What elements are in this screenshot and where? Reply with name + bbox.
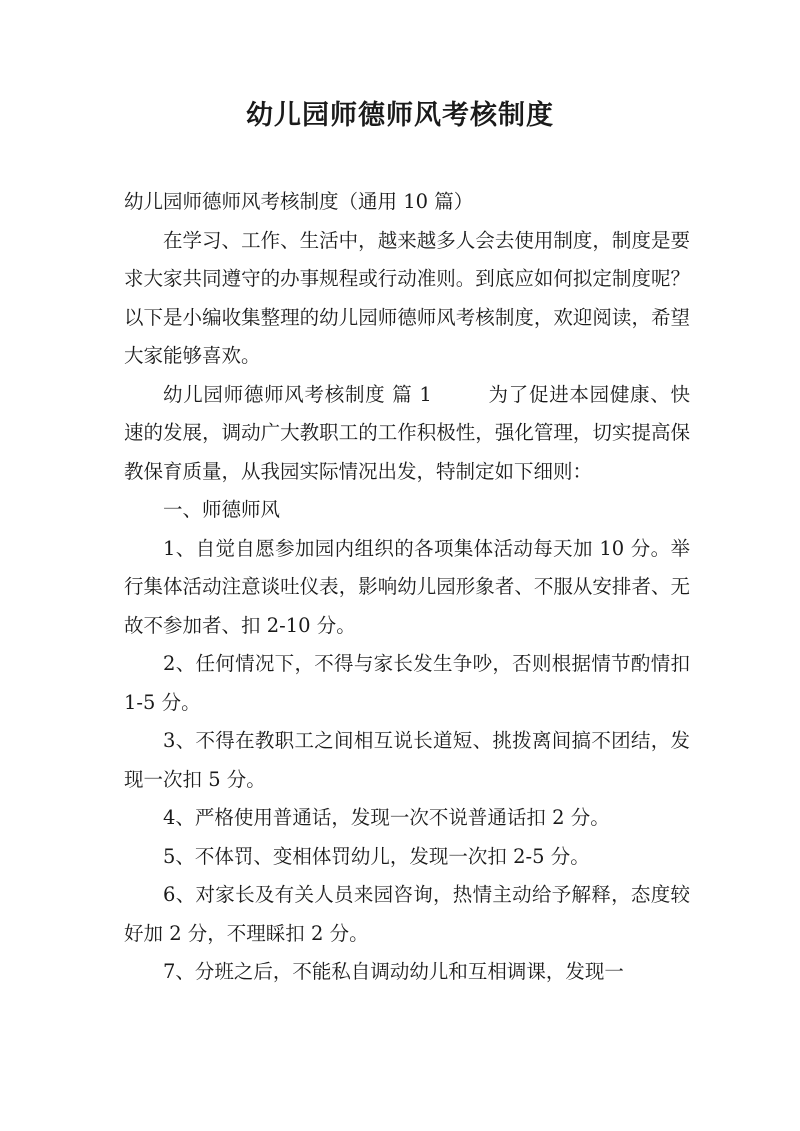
- article-heading: 幼儿园师德师风考核制度 篇 1: [163, 382, 432, 406]
- rule-item-5: 5、不体罚、变相体罚幼儿，发现一次扣 2-5 分。: [163, 844, 590, 868]
- intro-paragraph: 在学习、工作、生活中，越来越多人会去使用制度，制度是要求大家共同遵守的办事规程或行动准则。到底应如何拟定制度呢？以下是小编收集整理的幼儿园师德师风考核制度，欢迎阅读，希望大家能够喜欢。: [124, 228, 690, 367]
- rule-item-4: 4、严格使用普通话，发现一次不说普通话扣 2 分。: [163, 806, 610, 829]
- rule-item-1: 1、自觉自愿参加园内组织的各项集体活动每天加 10 分。举行集体活动注意谈吐仪表，影响幼儿园形象者、不服从安排者、无故不参加者、扣 2-10 分。: [124, 536, 690, 637]
- document-subtitle: 幼儿园师德师风考核制度（通用 10 篇）: [124, 190, 474, 213]
- rule-item-7: 7、分班之后，不能私自调动幼儿和互相调课，发现一: [163, 960, 624, 983]
- section-heading: 一、师德师风: [163, 498, 281, 521]
- rule-item-6: 6、对家长及有关人员来园咨询，热情主动给予解释，态度较好加 2 分，不理睬扣 2 分。: [124, 883, 690, 945]
- rule-item-3: 3、不得在教职工之间相互说长道短、挑拨离间搞不团结，发现一次扣 5 分。: [124, 729, 690, 791]
- article-lead: 为了促进本园健康、快速的发展，调动广大教职工的工作积极性，强化管理，切实提高保教保育质量，从我园实际情况出发，特制定如下细则：: [124, 382, 690, 483]
- article-paragraph: [124, 376, 690, 492]
- document-title: 幼儿园师德师风考核制度: [246, 100, 554, 131]
- rule-item-2: 2、任何情况下，不得与家长发生争吵，否则根据情节酌情扣 1-5 分。: [124, 652, 690, 714]
- document-body: [124, 183, 690, 992]
